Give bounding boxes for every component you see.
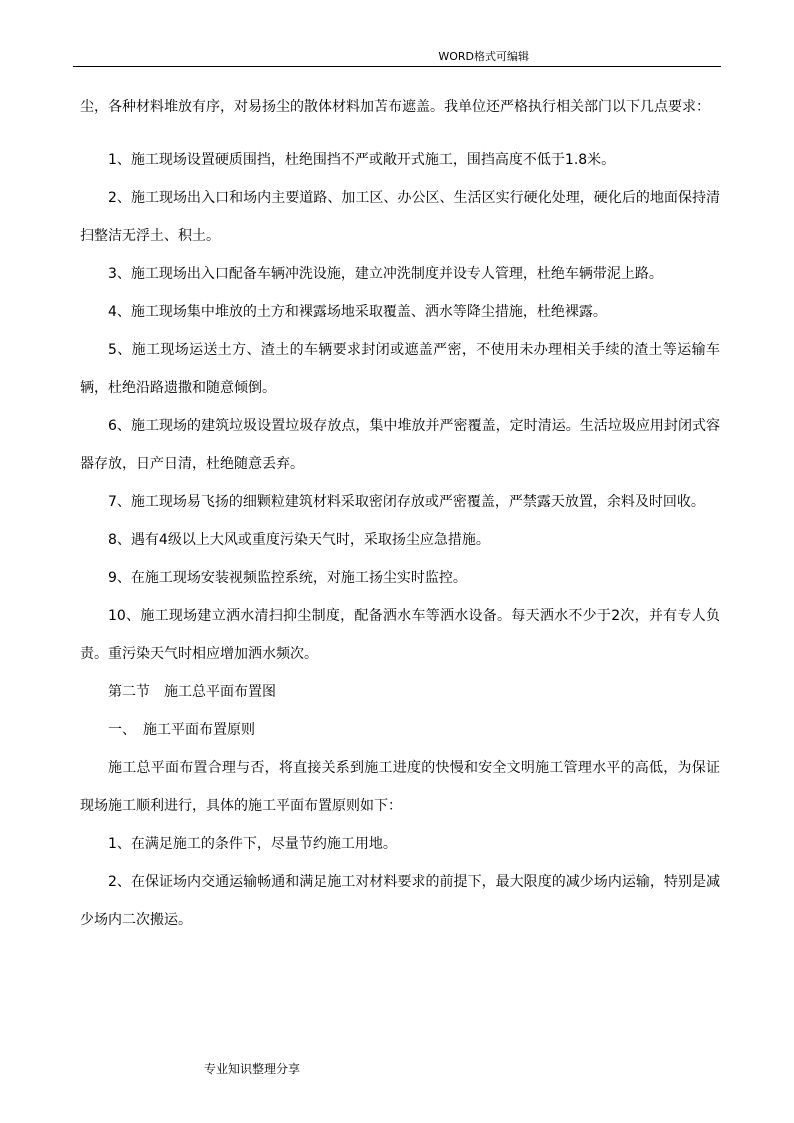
document-body — [80, 88, 720, 939]
section-heading: 第二节 施工总平面布置图 — [108, 684, 276, 700]
paragraph: 1、在满足施工的条件下，尽量节约施工用地。 — [108, 836, 397, 852]
paragraph: 6、施工现场的建筑垃圾设置垃圾存放点，集中堆放并严密覆盖，定时清运。生活垃圾应用封闭式容器存放，日产日清，杜绝随意丢弃。 — [80, 418, 720, 472]
paragraph: 2、施工现场出入口和场内主要道路、加工区、办公区、生活区实行硬化处理，硬化后的地面保持清扫整洁无浮土、积土。 — [80, 190, 720, 244]
paragraph: 5、施工现场运送土方、渣土的车辆要求封闭或遮盖严密，不使用未办理相关手续的渣土等运输车辆，杜绝沿路遗撒和随意倾倒。 — [80, 342, 720, 396]
paragraph: 9、在施工现场安装视频监控系统，对施工扬尘实时监控。 — [108, 570, 467, 586]
paragraph: 3、施工现场出入口配备车辆冲洗设施，建立冲洗制度并设专人管理，杜绝车辆带泥上路。 — [108, 266, 663, 282]
paragraph: 7、施工现场易飞扬的细颗粒建筑材料采取密闭存放或严密覆盖，严禁露天放置，余料及时回收。 — [108, 494, 705, 510]
paragraph: 1、施工现场设置硬质围挡，杜绝围挡不严或敞开式施工，围挡高度不低于1.8米。 — [108, 152, 616, 168]
paragraph: 2、在保证场内交通运输畅通和满足施工对材料要求的前提下，最大限度的减少场内运输，特别是减少场内二次搬运。 — [80, 874, 720, 928]
paragraph: 4、施工现场集中堆放的土方和裸露场地采取覆盖、洒水等降尘措施，杜绝裸露。 — [108, 304, 607, 320]
paragraph: 施工总平面布置合理与否，将直接关系到施工进度的快慢和安全文明施工管理水平的高低，为保证现场施工顺利进行，具体的施工平面布置原则如下： — [80, 760, 720, 814]
page-footer: 专业知识整理分享 — [204, 1062, 301, 1076]
paragraph: 尘，各种材料堆放有序，对易扬尘的散体材料加苫布遮盖。我单位还严格执行相关部门以下几点要求： — [80, 99, 710, 115]
page-header — [73, 50, 721, 67]
subsection-heading: 一、 施工平面布置原则 — [108, 722, 255, 738]
paragraph: 8、遇有4级以上大风或重度污染天气时，采取扬尘应急措施。 — [108, 532, 490, 548]
paragraph: 10、施工现场建立洒水清扫抑尘制度，配备洒水车等洒水设备。每天洒水不少于2次，并有专人负责。重污染天气时相应增加洒水频次。 — [80, 608, 720, 662]
header-text: WORD格式可编辑 — [438, 50, 529, 63]
